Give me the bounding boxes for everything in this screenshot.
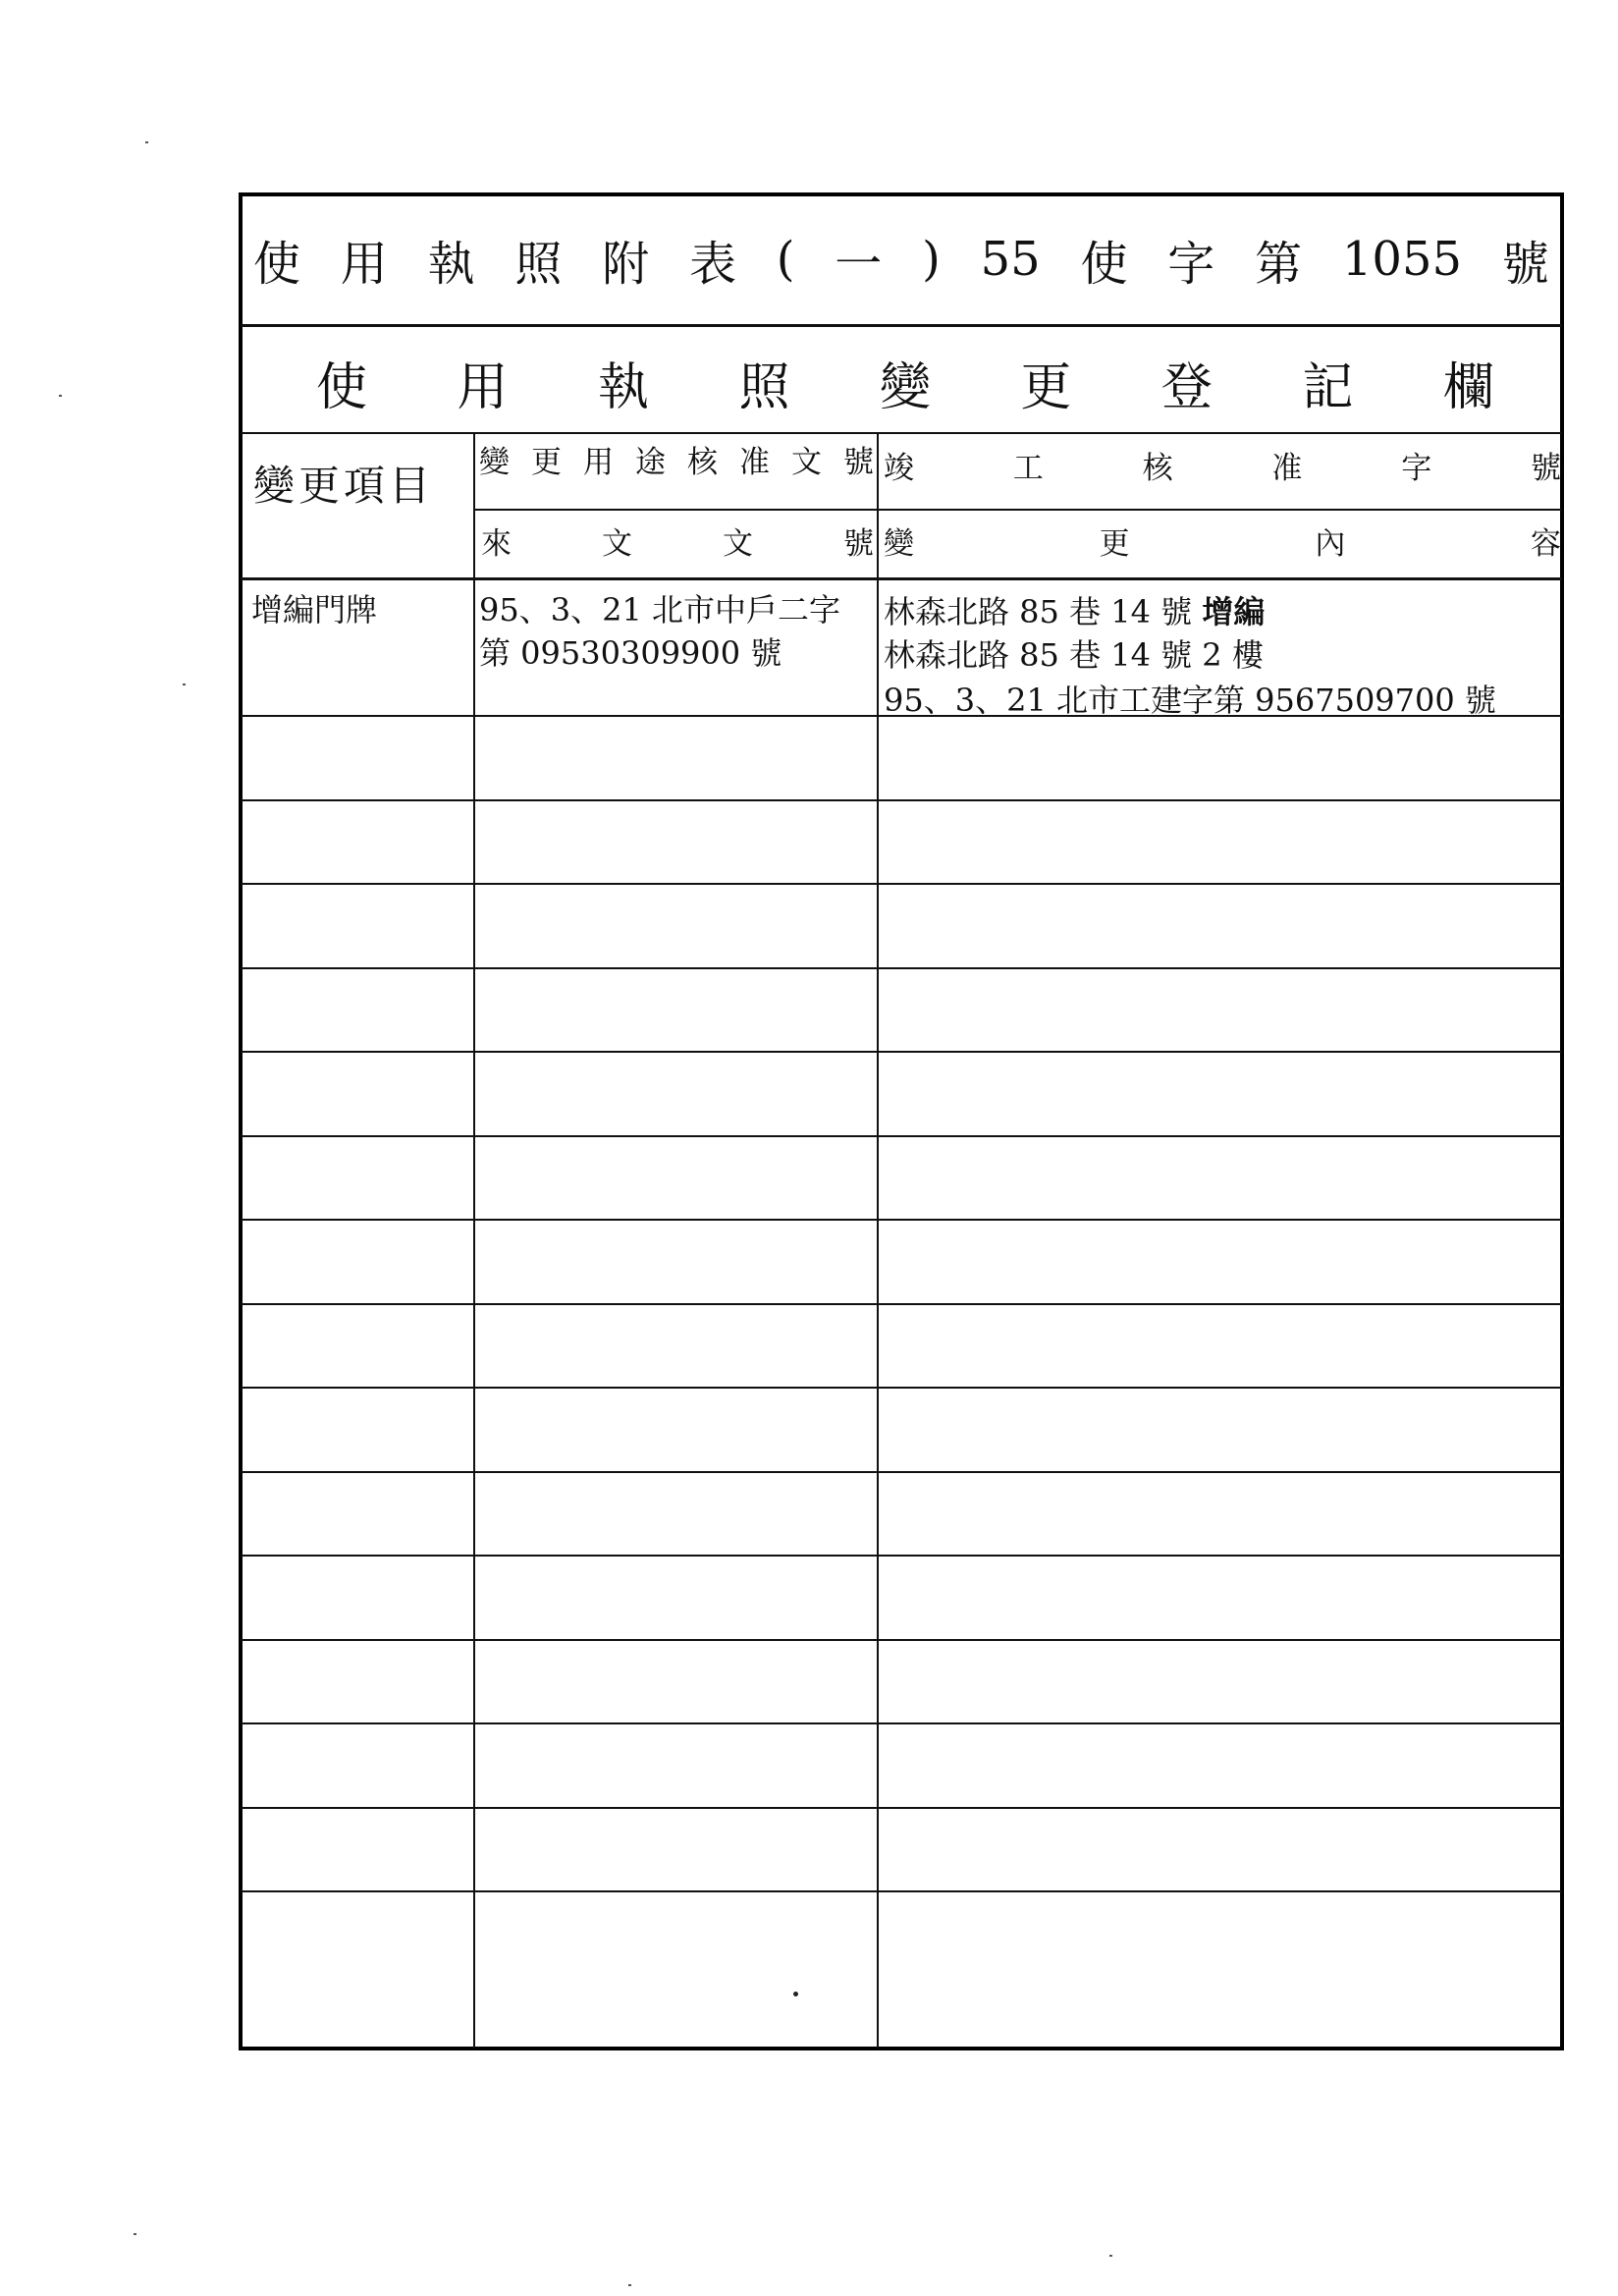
incoming-column-header [481,519,874,563]
table-row-divider [241,1471,1562,1473]
header-char: 號 [843,526,874,562]
header-char: 字 [1401,451,1432,486]
title-char: 照 [514,236,563,292]
completion-column-header [884,443,1561,487]
approval-column-header [479,437,874,481]
table-row-divider [241,1807,1562,1809]
title-char: 使 [253,236,301,292]
table-row-divider [241,1219,1562,1221]
row-content-line-3: 95、3、21 北市工建字第 9567509700 號 [884,682,1496,719]
scan-speck [145,141,148,143]
table-row-divider [241,967,1562,969]
header-bottom-divider [241,577,1562,580]
header-char: 竣 [884,451,914,486]
table-row-divider [241,1135,1562,1137]
heading-char: 記 [1302,358,1354,417]
header-char: 途 [635,445,666,480]
row-item: 增編門牌 [251,591,378,629]
header-char: 核 [1142,451,1173,486]
content-bold-label: 增編 [1202,593,1266,630]
title-char: 使 [1080,236,1128,292]
heading-char: 登 [1160,358,1213,417]
table-row-divider [241,799,1562,801]
title-char: ( [776,232,795,287]
scan-speck [628,2284,631,2286]
header-char: 容 [1530,526,1561,562]
title-char: 1055 [1341,232,1463,287]
subheader-divider [473,509,1562,511]
title-char: 用 [340,236,388,292]
title-char: 號 [1501,236,1549,292]
header-char: 更 [531,445,562,480]
content-address: 林森北路 85 巷 14 號 [884,593,1193,630]
row-reference-line-1: 95、3、21 北市中戶二字 [479,591,840,629]
title-divider [241,324,1562,327]
row-content-line-2: 林森北路 85 巷 14 號 2 樓 [884,636,1264,674]
header-char: 用 [583,445,614,480]
header-char: 變 [884,526,914,562]
title-char: ) [922,232,941,287]
table-row-divider [241,715,1562,717]
row-content-line-1 [884,587,1265,632]
table-row-divider [241,1639,1562,1641]
table-row-divider [241,1722,1562,1724]
header-char: 准 [739,445,770,480]
header-char: 文 [602,526,632,562]
header-char: 號 [843,445,874,480]
title-char: 55 [980,232,1041,287]
heading-divider [241,432,1562,434]
title-char: 表 [688,236,736,292]
scan-speck [59,395,62,397]
table-row-divider [241,1303,1562,1305]
heading-char: 變 [879,358,931,417]
heading-char: 使 [316,358,368,417]
header-char: 工 [1012,451,1044,486]
row-reference-line-2: 第 09530309900 號 [479,634,782,672]
header-char: 內 [1315,526,1346,562]
scan-speck [134,2233,136,2235]
scan-speck [1109,2255,1112,2257]
item-column-header: 變更項目 [253,462,435,510]
header-char: 更 [1099,526,1130,562]
content-column-header [884,519,1561,563]
scan-speck [793,1992,798,1996]
title-char: 一 [835,236,883,292]
table-row-divider [241,883,1562,885]
header-char: 來 [481,526,512,562]
scan-speck [183,683,186,685]
section-heading [245,346,1559,424]
table-row-divider [241,1555,1562,1557]
header-char: 變 [479,445,510,480]
heading-char: 用 [457,358,509,417]
document-title [253,224,1549,295]
table-row-divider [241,1890,1562,1892]
title-char: 執 [427,236,475,292]
table-row-divider [241,1387,1562,1389]
heading-char: 欄 [1442,358,1494,417]
title-char: 字 [1167,236,1215,292]
header-char: 文 [791,445,822,480]
header-char: 文 [723,526,753,562]
title-char: 附 [602,236,650,292]
header-char: 核 [687,445,718,480]
table-row-divider [241,1051,1562,1053]
header-char: 號 [1530,451,1561,486]
heading-char: 更 [1020,358,1072,417]
header-char: 准 [1271,451,1303,486]
heading-char: 照 [738,358,790,417]
heading-char: 執 [597,358,649,417]
title-char: 第 [1255,236,1303,292]
